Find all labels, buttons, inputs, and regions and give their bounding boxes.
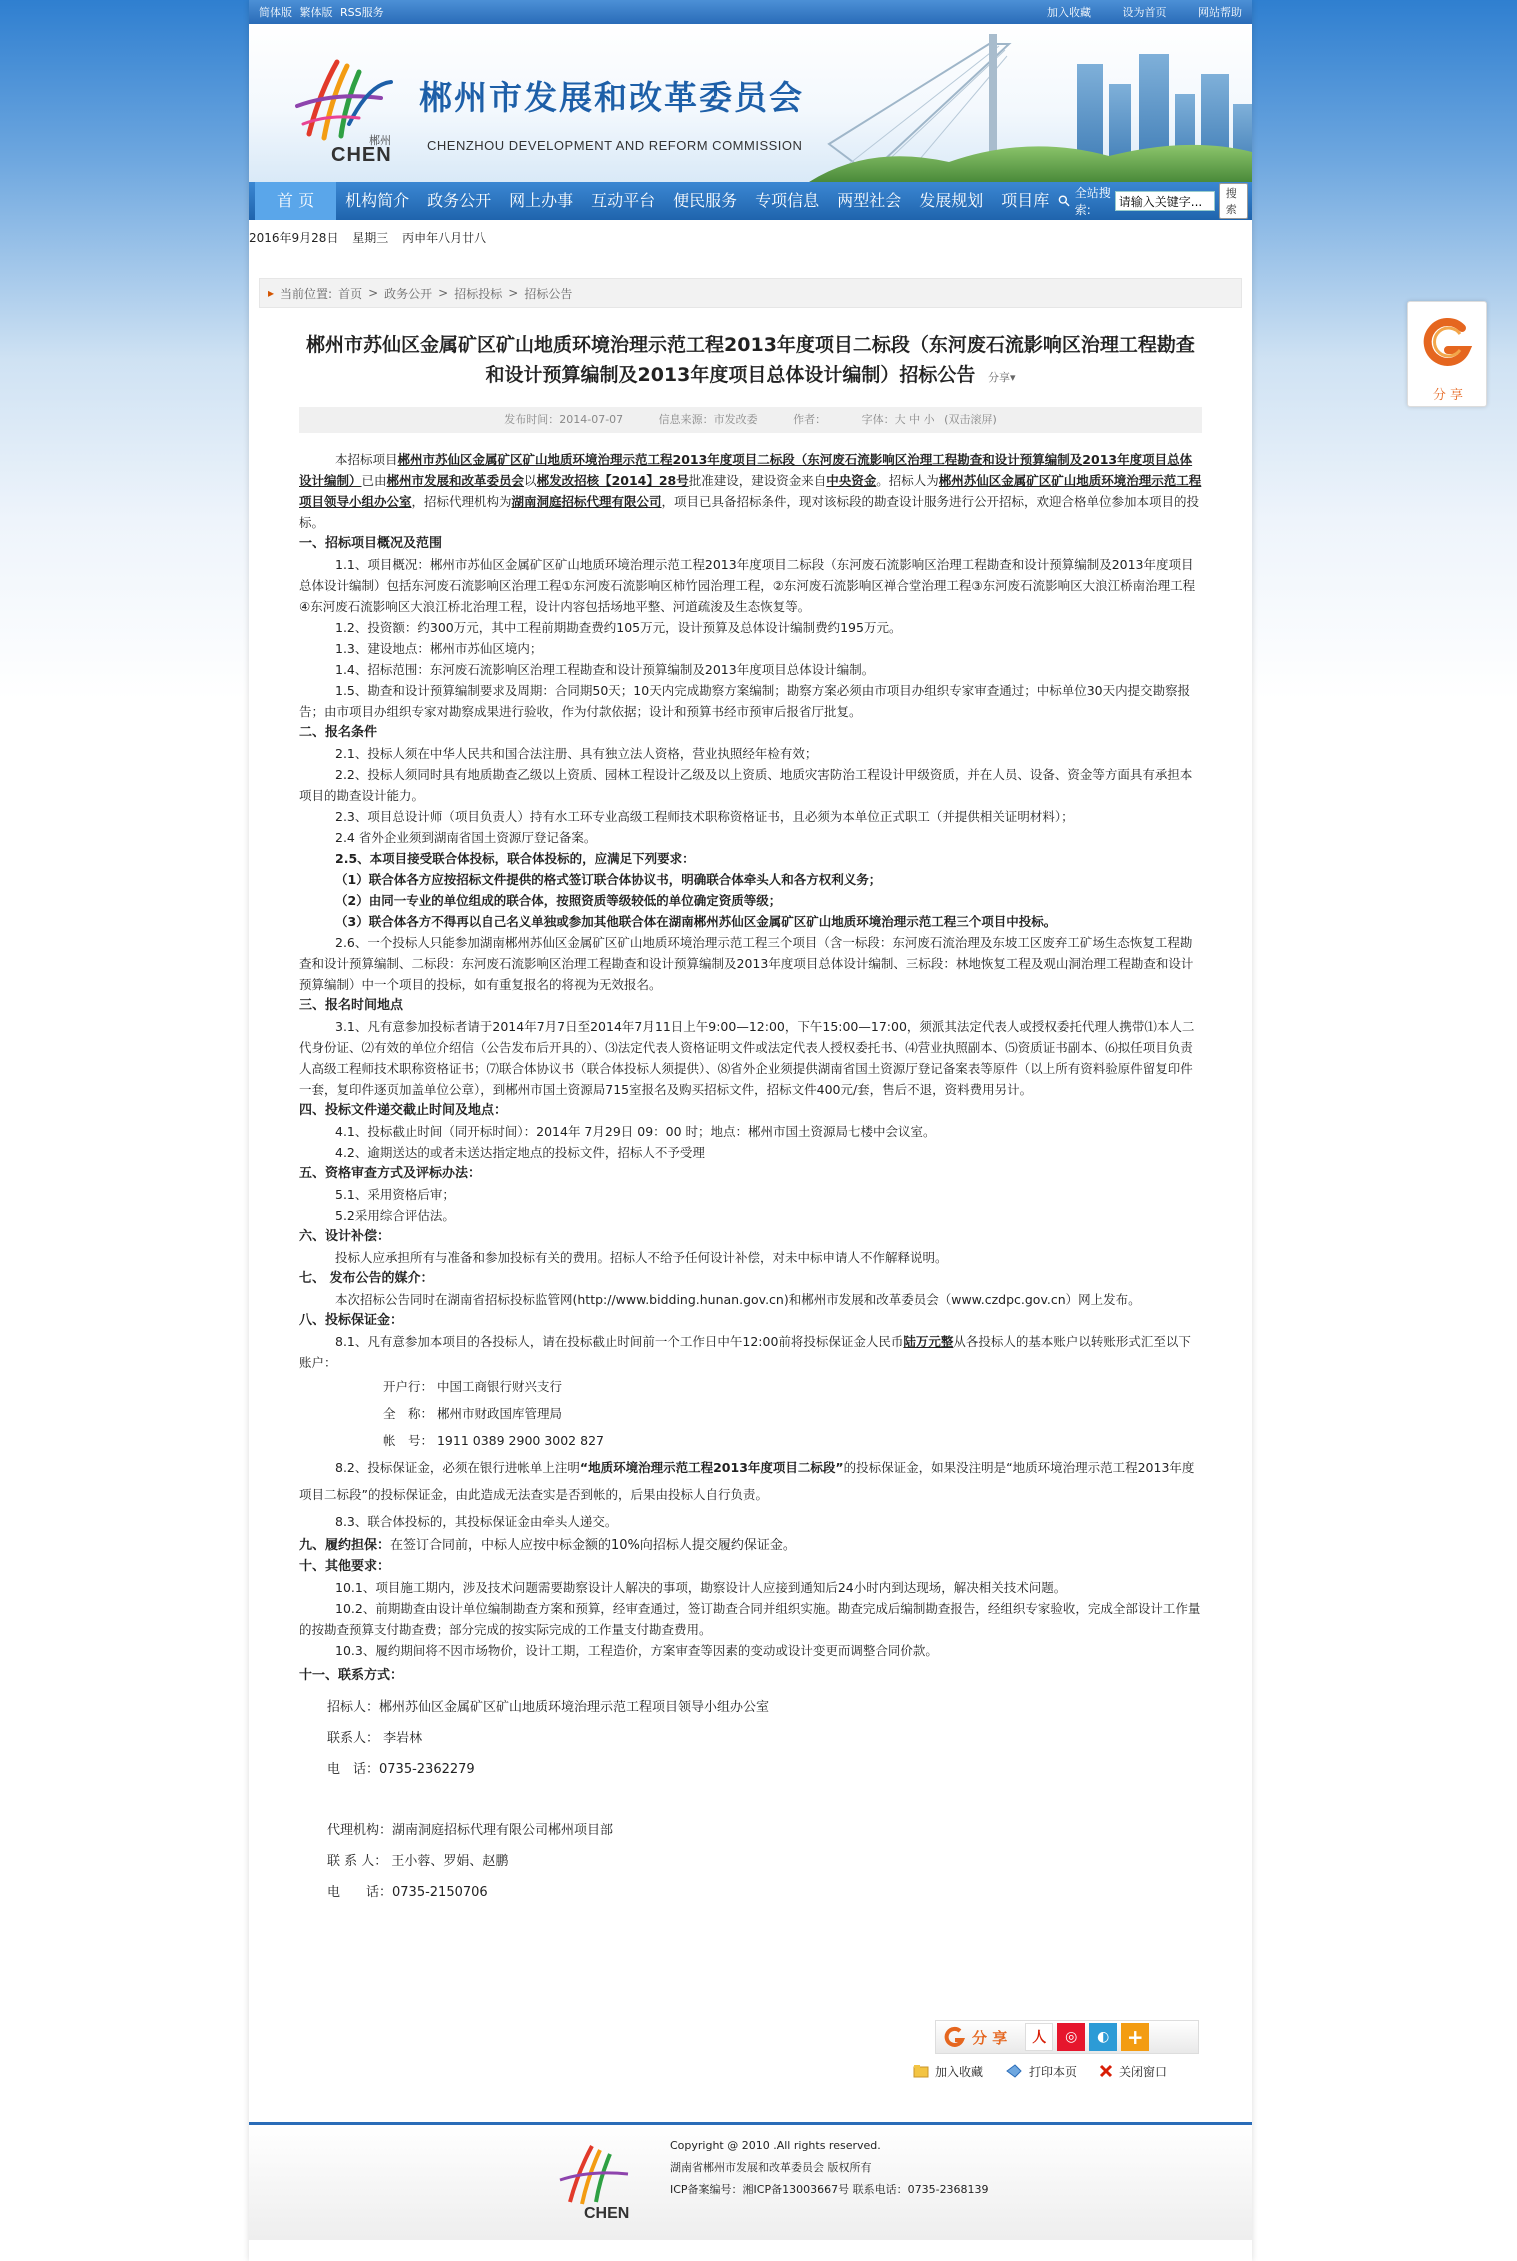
article-body	[299, 449, 1202, 1908]
search-label: 全站搜索:	[1074, 186, 1111, 217]
intro-text: 已由	[361, 473, 387, 488]
chevron-down-icon: ▾	[1009, 371, 1016, 384]
site-name-en: CHENZHOU DEVELOPMENT AND REFORM COMMISSION	[427, 138, 803, 153]
intro-text: 本招标项目	[335, 452, 398, 467]
double-click-scroll: (双击滚屏)	[944, 413, 997, 426]
link-add-favorite[interactable]: 加入收藏	[1047, 6, 1091, 19]
deposit-text: 的投标保证金，如果没注明是“地质环境治理示范工程2013年度项目二标段”的投标保证金，由此造成无法查实是否到帐的，后果由投标人自行负责。	[299, 1460, 1195, 1502]
section-paragraph: （3）联合体各方不得再以自己名义单独或参加其他联合体在湖南郴州苏仙区金属矿区矿山地质环境治理示范工程三个项目中投标。	[335, 914, 1057, 929]
logo-small-text: 郴州	[369, 134, 391, 147]
section-paragraph: 2.4 省外企业须到湖南省国土资源厅登记备案。	[335, 830, 597, 845]
logo-text: CHEN	[331, 144, 392, 166]
performance-bond	[299, 1535, 1202, 1556]
date-bar	[249, 226, 1252, 250]
print-icon	[1005, 2063, 1023, 2079]
section-paragraph: 2.6、一个投标人只能参加湖南郴州苏仙区金属矿区矿山地质环境治理示范工程三个项目（含一标段：东河废石流治理及东坡工区废弃工矿场生态恢复工程勘查和设计预算编制、二标段：东河废石流影响区治理工程勘查和设计预算编制及2013年度项目总体设计编制、三标段：林地恢复工程及观山洞治理工程勘查和设计预算编制）中一个项目的投标，如有重复报名的将视为无效报名。	[299, 935, 1194, 992]
footer-logo-icon	[554, 2140, 644, 2220]
section-paragraph: 1.3、建设地点：郴州市苏仙区境内；	[335, 641, 543, 656]
nav-gov-affairs[interactable]: 政务公开	[427, 191, 492, 210]
close-icon	[1099, 2064, 1113, 2078]
favorite-folder-icon	[913, 2063, 929, 2079]
current-weekday: 星期三	[352, 231, 389, 245]
section-paragraph: 1.4、招标范围：东河废石流影响区治理工程勘查和设计预算编制及2013年度项目总体设计编制。	[335, 662, 875, 677]
share-mini-button[interactable]	[988, 371, 1016, 384]
close-window-label: 关闭窗口	[1119, 2064, 1168, 2079]
other-heading: 十、其他要求：	[299, 1559, 391, 1574]
search-input[interactable]	[1115, 191, 1215, 211]
section-heading: 三、报名时间地点	[299, 998, 404, 1013]
search-icon	[1058, 192, 1070, 210]
share-logo-icon	[1420, 314, 1476, 370]
section-heading: 四、投标文件递交截止时间及地点：	[299, 1103, 508, 1118]
article-title	[303, 330, 1198, 393]
link-rss[interactable]: RSS服务	[340, 6, 384, 19]
info-source: 信息来源：市发改委	[658, 413, 758, 426]
site-name: 郴州市发展和改革委员会	[419, 78, 804, 117]
other-item: 10.3、履约期间将不因市场物价，设计工期，工程造价，方案审查等因素的变动或设计变更而调整合同价款。	[335, 1643, 938, 1658]
contact-heading: 十一、联系方式：	[299, 1668, 404, 1683]
breadcrumb-sep: >	[368, 286, 379, 300]
contact-person: 联系人： 李岩林	[327, 1731, 423, 1746]
people-daily-share-icon[interactable]: 人	[1025, 2023, 1053, 2051]
add-favorite-label: 加入收藏	[935, 2064, 984, 2079]
breadcrumb-bidding[interactable]: 招标投标	[454, 286, 503, 301]
print-label: 打印本页	[1029, 2064, 1078, 2079]
search-button[interactable]: 搜索	[1219, 183, 1248, 219]
main-nav	[249, 182, 1252, 220]
print-button[interactable]	[1005, 2063, 1077, 2080]
intro-paragraph	[299, 449, 1202, 533]
section-paragraph: （2）由同一专业的单位组成的联合体，按照资质等级较低的单位确定资质等级；	[335, 893, 782, 908]
share-label: 分 享	[972, 2028, 1008, 2047]
section-paragraph: 5.2采用综合评估法。	[335, 1208, 455, 1223]
section-paragraph: 2.2、投标人须同时具有地质勘查乙级以上资质、园林工程设计乙级及以上资质、地质灾害防治工程设计甲级资质，并在人员、设备、资金等方面具有承担本项目的勘查设计能力。	[299, 767, 1193, 803]
nav-interaction[interactable]: 互动平台	[591, 191, 656, 210]
share-bar	[935, 2020, 1199, 2054]
footer-icp: ICP备案编号：湘ICP备13003667号 联系电话：0735-2368139	[670, 2183, 989, 2196]
top-bar	[249, 0, 1252, 24]
contact-agency-person: 联 系 人： 王小蓉、罗娟、赵鹏	[327, 1854, 509, 1869]
footer	[249, 2125, 1252, 2240]
site-logo[interactable]	[289, 54, 399, 169]
intro-fund-source: 中央资金	[826, 473, 877, 488]
section-paragraph: 4.1、投标截止时间（同开标时间）：2014年 7月29日 09：00 时；地点：郴州市国土资源局七楼中会议室。	[335, 1124, 936, 1139]
intro-text: ，招标代理机构为	[411, 494, 512, 509]
contact-phone: 电 话：0735-2362279	[327, 1762, 475, 1777]
deposit-text: 8.2、投标保证金，必须在银行进帐单上注明	[335, 1460, 580, 1475]
breadcrumb-arrow-icon: ▸	[268, 286, 275, 300]
close-window-button[interactable]	[1099, 2063, 1167, 2080]
share-logo-icon	[944, 2026, 966, 2048]
link-traditional[interactable]: 繁体版	[299, 6, 333, 19]
intro-approver: 郴州市发展和改革委员会	[386, 473, 525, 488]
section-paragraph: 2.5、本项目接受联合体投标，联合体投标的，应满足下列要求：	[335, 851, 695, 866]
section-paragraph: 本次招标公告同时在湖南省招标投标监管网(http://www.bidding.hunan.gov.cn)和郴州市发展和改革委员会（www.czdpc.gov.cn）网上发布。	[335, 1292, 1141, 1307]
contact-agency-phone: 电 话：0735-2150706	[327, 1885, 488, 1900]
nav-about[interactable]: 机构简介	[345, 191, 410, 210]
deposit-text: 8.1、凡有意参加本项目的各投标人，请在投标截止时间前一个工作日中午12:00前将投标保证金人民币	[335, 1334, 904, 1349]
deposit-paragraph	[299, 1331, 1202, 1373]
intro-text: ，项目已具备招标条件，现对该标段的勘查设计服务进行公开招标，欢迎合格单位参加本项目的投标。	[299, 494, 1200, 530]
section-heading: 六、设计补偿：	[299, 1229, 391, 1244]
nav-public-service[interactable]: 便民服务	[673, 191, 738, 210]
section-paragraph: 2.1、投标人须在中华人民共和国合法注册、具有独立法人资格，营业执照经年检有效；	[335, 746, 818, 761]
svg-text:CHEN: CHEN	[584, 2205, 630, 2220]
tencent-share-icon[interactable]: ◐	[1089, 2023, 1117, 2051]
section-paragraph: 投标人应承担所有与准备和参加投标有关的费用。招标人不给予任何设计补偿，对未中标申请人不作解释说明。	[335, 1250, 948, 1265]
nav-development-plan[interactable]: 发展规划	[919, 191, 984, 210]
page-wrapper	[249, 0, 1252, 2261]
contact-tenderer: 招标人：郴州苏仙区金属矿区矿山地质环境治理示范工程项目领导小组办公室	[327, 1700, 770, 1715]
nav-project-library[interactable]: 项目库	[1001, 191, 1050, 210]
add-favorite-button[interactable]	[913, 2063, 983, 2080]
weibo-share-icon[interactable]: ◎	[1057, 2023, 1085, 2051]
other-item: 10.1、项目施工期内，涉及技术问题需要勘察设计人解决的事项，勘察设计人应接到通知后24小时内到达现场，解决相关技术问题。	[335, 1580, 1067, 1595]
section-heading: 五、资格审查方式及评标办法：	[299, 1166, 482, 1181]
intro-text: 批准建设，建设资金来自	[688, 473, 827, 488]
section-paragraph: 2.3、项目总设计师（项目负责人）持有水工环专业高级工程师技术职称资格证书，且必须为本单位正式职工（并提供相关证明材料）；	[335, 809, 1074, 824]
nav-two-type-society[interactable]: 两型社会	[837, 191, 902, 210]
intro-project-name: 郴州市苏仙区金属矿区矿山地质环境治理示范工程2013年度项目二标段（东河废石流影响区治理工程勘查和设计预算编制及2013年度项目总体设计编制）	[299, 452, 1193, 488]
breadcrumb-sep: >	[508, 286, 519, 300]
section-paragraph: 1.2、投资额：约300万元，其中工程前期勘查费约105万元，设计预算及总体设计编制费约195万元。	[335, 620, 902, 635]
breadcrumb-label: 当前位置:	[280, 286, 333, 301]
author: 作者：	[793, 413, 827, 426]
deposit-consortium: 8.3、联合体投标的，其投标保证金由牵头人递交。	[335, 1514, 618, 1529]
current-date: 2016年9月28日	[249, 231, 339, 245]
publish-date: 发布时间：2014-07-07	[504, 413, 624, 426]
font-size-switcher[interactable]: 字体：大 中 小	[861, 413, 935, 426]
article-meta	[299, 407, 1202, 433]
floating-share-button[interactable]	[1407, 301, 1487, 407]
bond-heading: 九、履约担保：	[299, 1538, 391, 1553]
section-paragraph: 3.1、凡有意参加投标者请于2014年7月7日至2014年7月11日上午9:00—12:00，下午15:00—17:00，须派其法定代表人或授权委托代理人携带⑴本人二代身份证、⑵有效的单位介绍信（公告发布后开具的）、⑶法定代表人资格证明文件或法定代表人授权委托书、⑷营业执照副本、⑸资质证书副本、⑹拟任项目负责人高级工程师技术职称资格证书；⑺联合体协议书（联合体投标人须提供）、⑻省外企业须提供湖南省国土资源厅登记备案表等原件（以上所有资料验原件留复印件一套，复印件逐页加盖单位公章），到郴州市国土资源局715室报名及购买招标文件，招标文件400元/套，售后不退，资料费用另计。	[299, 1019, 1195, 1097]
deposit-project-label: “地质环境治理示范工程2013年度项目二标段”	[579, 1460, 844, 1475]
breadcrumb-notice[interactable]: 招标公告	[524, 286, 573, 301]
deposit-amount: 陆万元整	[903, 1334, 954, 1349]
link-site-help[interactable]: 网站帮助	[1198, 6, 1242, 19]
link-simplified[interactable]: 简体版	[259, 6, 292, 19]
other-item: 10.2、前期勘查由设计单位编制勘查方案和预算，经审查通过，签订勘查合同并组织实施。勘查完成后编制勘查报告，经组织专家验收，完成全部设计工作量的按勘查预算支付勘查费；部分完成的按实际完成的工作量支付勘查费用。	[299, 1601, 1201, 1637]
section-paragraph: （1）联合体各方应按招标文件提供的格式签订联合体协议书，明确联合体牵头人和各方权利义务；	[335, 872, 882, 887]
site-search	[1058, 183, 1252, 219]
section-paragraph: 1.1、项目概况：郴州市苏仙区金属矿区矿山地质环境治理示范工程2013年度项目二标段（东河废石流影响区治理工程勘查和设计预算编制及2013年度项目总体设计编制）包括东河废石流影响区治理工程①东河废石流影响区柿竹园治理工程，②东河废石流影响区禅合堂治理工程③东河废石流影响区大浪江桥南治理工程④东河废石流影响区大浪江桥北治理工程，设计内容包括场地平整、河道疏浚及生态恢复等。	[299, 557, 1196, 614]
intro-text: 。招标人为	[876, 473, 939, 488]
breadcrumb-home[interactable]: 首页	[338, 286, 363, 301]
deposit-text: 从各投标人的基本账户以转账形式汇至以下账户：	[299, 1334, 1191, 1370]
section-heading: 八、投标保证金：	[299, 1313, 404, 1328]
share-mini-label: 分享	[987, 371, 1010, 384]
section-heading: 二、报名条件	[299, 725, 378, 740]
breadcrumb	[259, 278, 1242, 308]
intro-agency: 湖南洞庭招标代理有限公司	[511, 494, 662, 509]
more-share-icon[interactable]: +	[1121, 2023, 1149, 2051]
bank-name: 开户行： 中国工商银行财兴支行	[383, 1379, 562, 1394]
section-paragraphs	[299, 533, 1202, 1331]
article-title-text: 郴州市苏仙区金属矿区矿山地质环境治理示范工程2013年度项目二标段（东河废石流影响区治理工程勘查和设计预算编制及2013年度项目总体设计编制）招标公告	[306, 334, 1195, 386]
section-paragraph: 5.1、采用资格后审；	[335, 1187, 455, 1202]
nav-home[interactable]: 首 页	[255, 182, 336, 220]
deposit-note	[299, 1454, 1202, 1508]
section-paragraph: 4.2、逾期送达的或者未送达指定地点的投标文件，招标人不予受理	[335, 1145, 705, 1160]
header-banner	[249, 24, 1252, 182]
link-set-homepage[interactable]: 设为首页	[1122, 6, 1167, 19]
bond-text: 在签订合同前，中标人应按中标金额的10%向招标人提交履约保证金。	[390, 1538, 796, 1553]
breadcrumb-sep: >	[438, 286, 449, 300]
account-number: 帐 号： 1911 0389 2900 3002 827	[383, 1433, 604, 1448]
section-heading: 七、 发布公告的媒介：	[299, 1271, 434, 1286]
account-name: 全 称： 郴州市财政国库管理局	[383, 1406, 562, 1421]
intro-approval-number: 郴发改招核【2014】28号	[536, 473, 689, 488]
intro-tenderer: 郴州苏仙区金属矿区矿山地质环境治理示范工程项目领导小组办公室	[299, 473, 1202, 509]
footer-copyright: Copyright @ 2010 .All rights reserved.	[670, 2139, 881, 2152]
footer-text	[670, 2135, 989, 2201]
skyline-illustration	[809, 24, 1252, 182]
contact-agency: 代理机构：湖南洞庭招标代理有限公司郴州项目部	[327, 1823, 614, 1838]
page-actions	[913, 2058, 1213, 2084]
nav-special-info[interactable]: 专项信息	[755, 191, 820, 210]
section-heading: 一、招标项目概况及范围	[299, 536, 443, 551]
intro-text: 以	[524, 473, 537, 488]
section-paragraph: 1.5、勘查和设计预算编制要求及周期：合同期50天；10天内完成勘察方案编制；勘察方案必须由市项目办组织专家审查通过；中标单位30天内提交勘察报告；由市项目办组织专家对勘察成果进行验收，作为付款依据；设计和预算书经市预审后报省厅批复。	[299, 683, 1191, 719]
nav-online-service[interactable]: 网上办事	[509, 191, 574, 210]
footer-owner: 湖南省郴州市发展和改革委员会 版权所有	[670, 2161, 872, 2174]
floating-share-label: 分 享	[1432, 388, 1464, 403]
breadcrumb-gov-affairs[interactable]: 政务公开	[384, 286, 433, 301]
lunar-date: 丙申年八月廿八	[402, 231, 487, 245]
